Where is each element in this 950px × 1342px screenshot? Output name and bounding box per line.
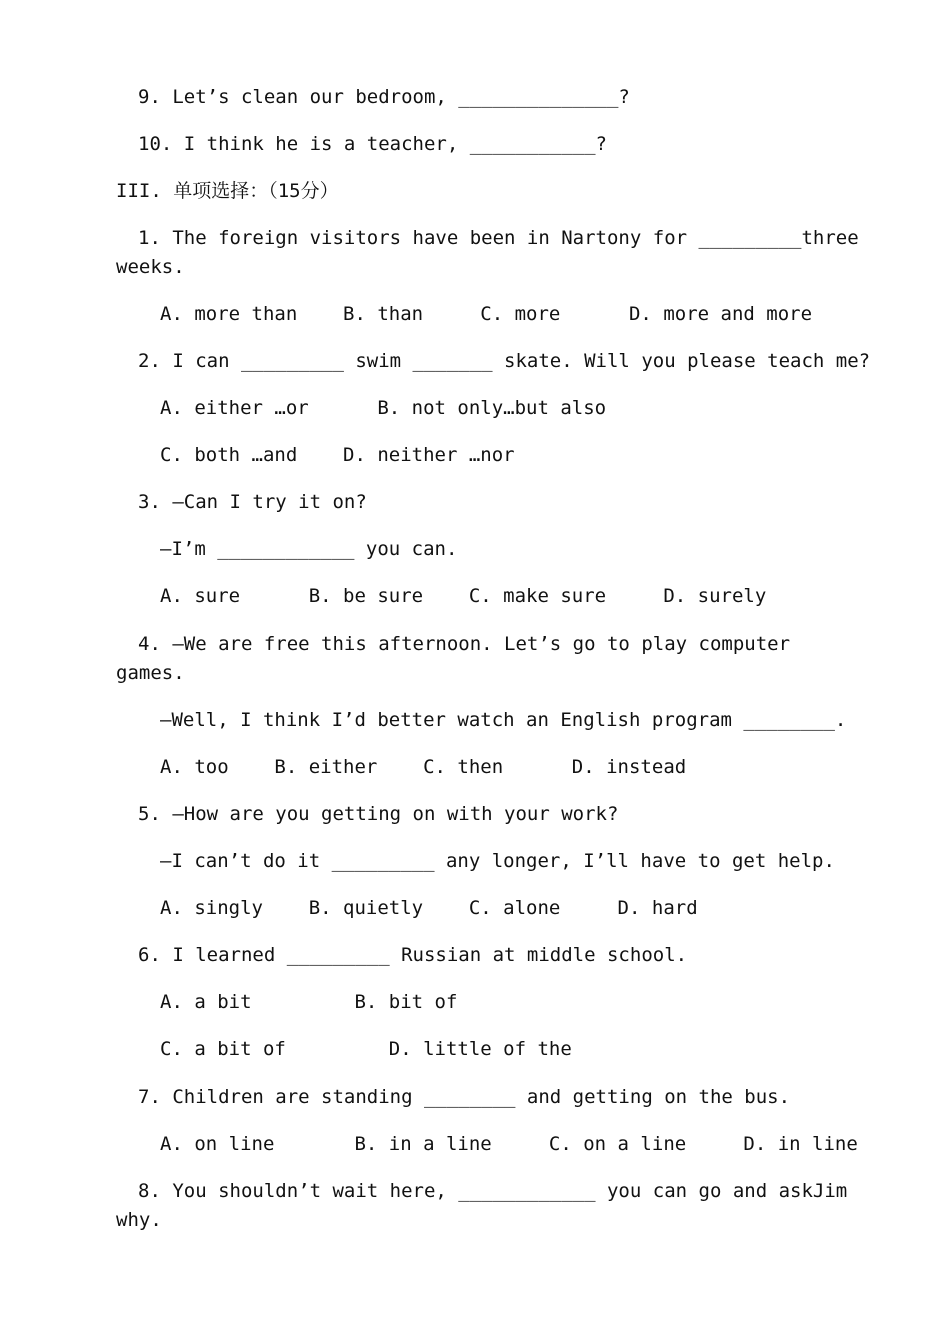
question-6-options-row-2: C. a bit of D. little of the [160, 1038, 572, 1060]
question-5-options: A. singly B. quietly C. alone D. hard [160, 897, 698, 919]
question-3-reply: —I’m ____________ you can. [160, 538, 458, 560]
question-1-continuation: weeks. [116, 256, 185, 278]
question-5-reply: —I can’t do it _________ any longer, I’ll have to get help. [160, 850, 835, 872]
question-2: 2. I can _________ swim _______ skate. Will you please teach me? [138, 350, 871, 372]
question-8 [138, 1178, 848, 1204]
question-6: 6. I learned _________ Russian at middle school. [138, 944, 688, 966]
question-3: 3. —Can I try it on? [138, 491, 367, 513]
question-10: 10. I think he is a teacher, ___________? [138, 133, 607, 155]
question-8-text-end: Jim [812, 1180, 848, 1202]
question-1-text-end: three [801, 227, 859, 249]
question-1 [138, 225, 859, 251]
section-heading-3: III. 单项选择：（15分） [116, 180, 339, 202]
question-4-continuation: games. [116, 662, 185, 684]
question-5: 5. —How are you getting on with your work? [138, 803, 619, 825]
question-8-continuation: why. [116, 1209, 162, 1231]
question-8-text: 8. You shouldn’t wait here, ____________ you can go and ask [138, 1180, 813, 1202]
question-6-options-row-1: A. a bit B. bit of [160, 991, 458, 1013]
question-2-options-row-1: A. either …or B. not only…but also [160, 397, 607, 419]
question-3-options: A. sure B. be sure C. make sure D. surely [160, 585, 767, 607]
question-2-options-row-2: C. both …and D. neither …nor [160, 444, 515, 466]
question-9: 9. Let’s clean our bedroom, ______________? [138, 86, 630, 108]
question-4: 4. —We are free this afternoon. Let’s go to play computer [138, 633, 791, 655]
question-4-reply: —Well, I think I’d better watch an English program ________. [160, 709, 847, 731]
question-4-options: A. too B. either C. then D. instead [160, 756, 687, 778]
question-1-text: 1. The foreign visitors have been in Nartony for _________ [138, 227, 802, 249]
question-7-options: A. on line B. in a line C. on a line D. in line [160, 1133, 858, 1155]
question-1-options: A. more than B. than C. more D. more and more [160, 303, 813, 325]
question-7: 7. Children are standing ________ and getting on the bus. [138, 1086, 791, 1108]
